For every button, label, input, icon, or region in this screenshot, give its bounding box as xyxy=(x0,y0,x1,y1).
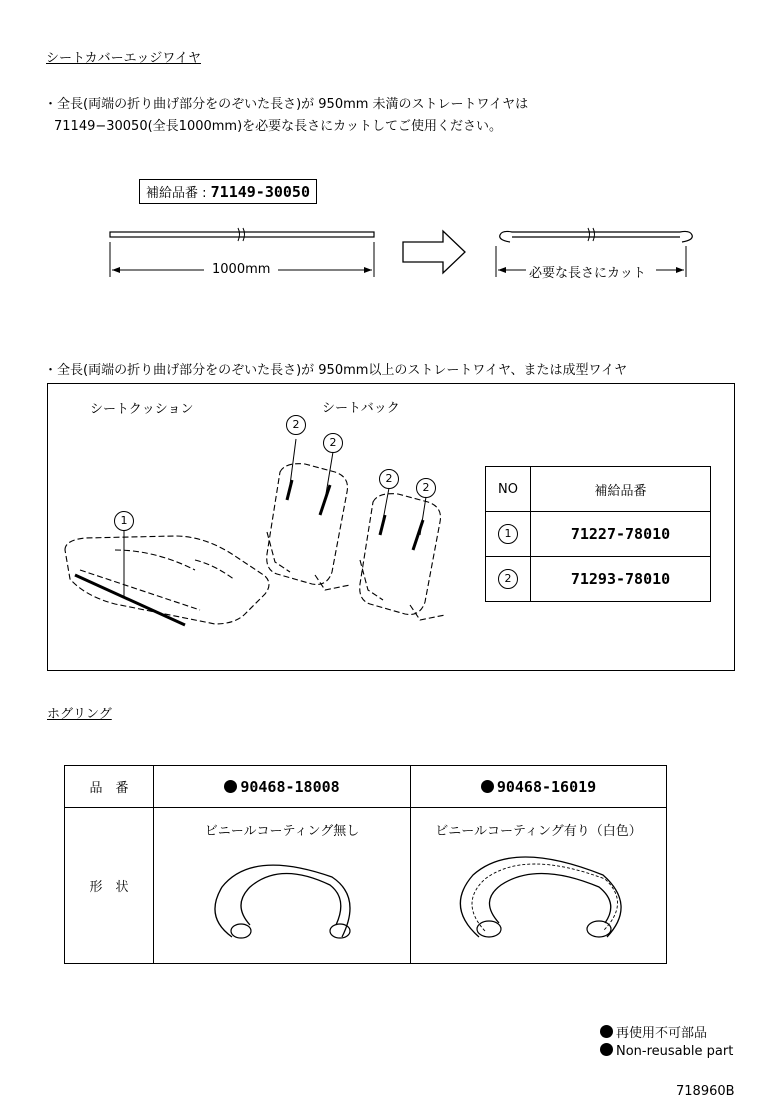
table-row xyxy=(486,512,711,557)
part-number-coated: 90468-16019 xyxy=(496,777,597,796)
header-part-number: 補給品番 xyxy=(531,467,711,512)
hog-ring-table xyxy=(64,765,667,964)
figure-id: 718960B xyxy=(676,1084,735,1099)
callout-2: 2 xyxy=(286,415,306,435)
seat-cushion-label: シートクッション xyxy=(90,402,194,417)
section-title-edge-wire: シートカバーエッジワイヤ xyxy=(46,51,201,66)
desc-coated: ビニールコーティング有り（白色） xyxy=(435,824,642,839)
note-line-2: 71149−30050(全長1000mm)を必要な長さにカットしてご使用ください。 xyxy=(54,119,503,134)
section-title-hog-ring: ホグリング xyxy=(47,707,112,722)
non-reusable-icon xyxy=(600,1043,613,1056)
legend-text-en: Non-reusable part xyxy=(616,1044,734,1059)
non-reusable-icon xyxy=(481,780,494,793)
parts-table xyxy=(485,466,711,602)
non-reusable-icon xyxy=(224,780,237,793)
cut-label: 必要な長さにカット xyxy=(527,262,648,281)
hog-ring-coated-image xyxy=(439,845,639,945)
seat-back-label: シートバック xyxy=(322,401,400,416)
legend-line-2 xyxy=(600,1043,733,1059)
non-reusable-icon xyxy=(600,1025,613,1038)
row-part-number: 71293-78010 xyxy=(531,557,711,602)
row-label-part: 品 番 xyxy=(65,766,154,808)
callout-2: 2 xyxy=(416,478,436,498)
supply-label: 補給品番 : xyxy=(146,186,211,201)
note-line-3: ・全長(両端の折り曲げ部分をのぞいた長さ)が 950mm以上のストレートワイヤ、または成型ワイヤ xyxy=(44,363,628,378)
legend-text-jp: 再使用不可部品 xyxy=(616,1026,708,1041)
callout-2: 2 xyxy=(323,433,343,453)
length-label: 1000mm xyxy=(209,262,273,277)
callout-2: 2 xyxy=(379,469,399,489)
row-no: 2 xyxy=(498,569,518,589)
header-no: NO xyxy=(486,467,531,512)
table-row xyxy=(486,557,711,602)
hog-ring-uncoated-image xyxy=(192,845,372,945)
legend-line-1 xyxy=(600,1022,707,1041)
note-line-1: ・全長(両端の折り曲げ部分をのぞいた長さ)が 950mm 未満のストレートワイヤは xyxy=(44,97,529,112)
callout-1: 1 xyxy=(114,511,134,531)
row-part-number: 71227-78010 xyxy=(531,512,711,557)
part-number-uncoated: 90468-18008 xyxy=(240,777,340,796)
desc-uncoated: ビニールコーティング無し xyxy=(204,824,360,839)
row-no: 1 xyxy=(498,524,518,544)
supply-number: 71149-30050 xyxy=(210,183,310,201)
supply-number-box xyxy=(139,179,317,204)
seat-illustration xyxy=(55,410,475,660)
row-label-shape: 形 状 xyxy=(65,808,154,964)
